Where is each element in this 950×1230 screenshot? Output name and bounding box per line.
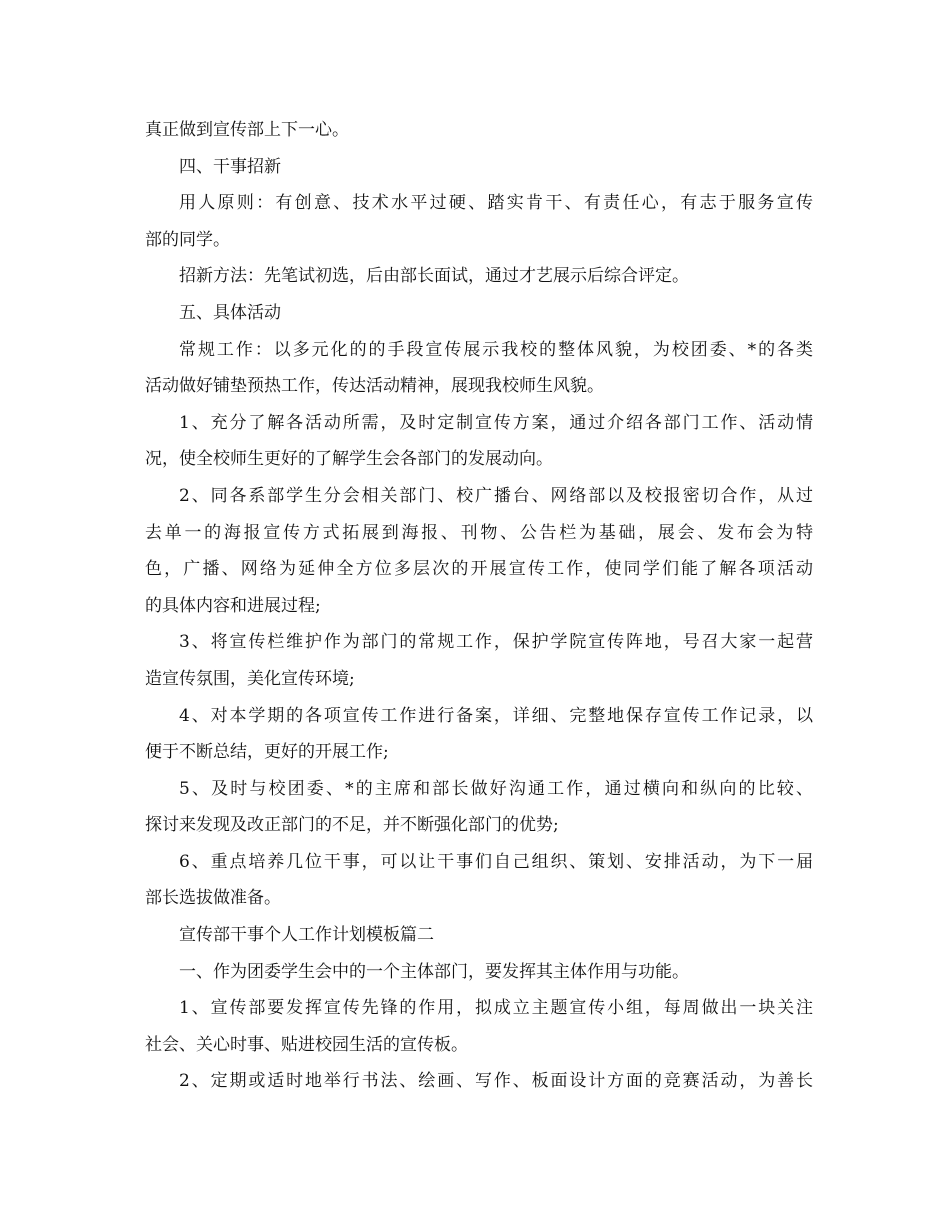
section-heading: 五、具体活动 xyxy=(179,302,281,323)
text-line: 况，使全校师生更好的了解学生会各部门的发展动向。 xyxy=(145,449,553,470)
text-line: 部的同学。 xyxy=(145,229,230,250)
text-line: 2、定期或适时地举行书法、绘画、写作、板面设计方面的竞赛活动，为善长 xyxy=(179,1071,813,1092)
text-line: 真正做到宣传部上下一心。 xyxy=(145,120,349,140)
text-line: 2、同各系部学生分会相关部门、校广播台、网络部以及校报密切合作，从过 xyxy=(179,485,813,506)
text-line: 常规工作：以多元化的的手段宣传展示我校的整体风貌，为校团委、*的各类 xyxy=(179,339,813,360)
text-line: 探讨来发现及改正部门的不足，并不断强化部门的优势; xyxy=(145,815,559,836)
text-line: 活动做好铺垫预热工作，传达活动精神，展现我校师生风貌。 xyxy=(145,376,604,397)
text-line: 1、充分了解各活动所需，及时定制宣传方案，通过介绍各部门工作、活动情 xyxy=(179,412,813,433)
text-line: 1、宣传部要发挥宣传先锋的作用，拟成立主题宣传小组，每周做出一块关注 xyxy=(179,998,813,1019)
text-line: 3、将宣传栏维护作为部门的常规工作，保护学院宣传阵地，号召大家一起营 xyxy=(179,632,813,653)
section-heading: 宣传部干事个人工作计划模板篇二 xyxy=(179,925,434,946)
section-heading: 一、作为团委学生会中的一个主体部门，要发挥其主体作用与功能。 xyxy=(179,961,689,982)
text-line: 6、重点培养几位干事，可以让干事们自己组织、策划、安排活动，为下一届 xyxy=(179,851,813,872)
text-line: 4、对本学期的各项宣传工作进行备案，详细、完整地保存宣传工作记录，以 xyxy=(179,705,813,726)
document-body xyxy=(145,112,813,1100)
section-heading: 四、干事招新 xyxy=(179,156,281,177)
text-line: 社会、关心时事、贴进校园生活的宣传板。 xyxy=(145,1034,468,1055)
text-line: 招新方法：先笔试初选，后由部长面试，通过才艺展示后综合评定。 xyxy=(179,266,689,287)
text-line: 去单一的海报宣传方式拓展到海报、刊物、公告栏为基础，展会、发布会为特 xyxy=(145,522,813,543)
text-line: 造宣传氛围，美化宣传环境; xyxy=(145,668,355,689)
text-line: 便于不断总结，更好的开展工作; xyxy=(145,742,389,763)
text-line: 5、及时与校团委、*的主席和部长做好沟通工作，通过横向和纵向的比较、 xyxy=(179,778,813,799)
text-line: 用人原则：有创意、技术水平过硬、踏实肯干、有责任心，有志于服务宣传 xyxy=(179,193,813,214)
text-line: 的具体内容和进展过程; xyxy=(145,595,321,616)
text-line: 色，广播、网络为延伸全方位多层次的开展宣传工作，使同学们能了解各项活动 xyxy=(145,559,813,580)
text-line: 部长选拔做准备。 xyxy=(145,888,281,909)
